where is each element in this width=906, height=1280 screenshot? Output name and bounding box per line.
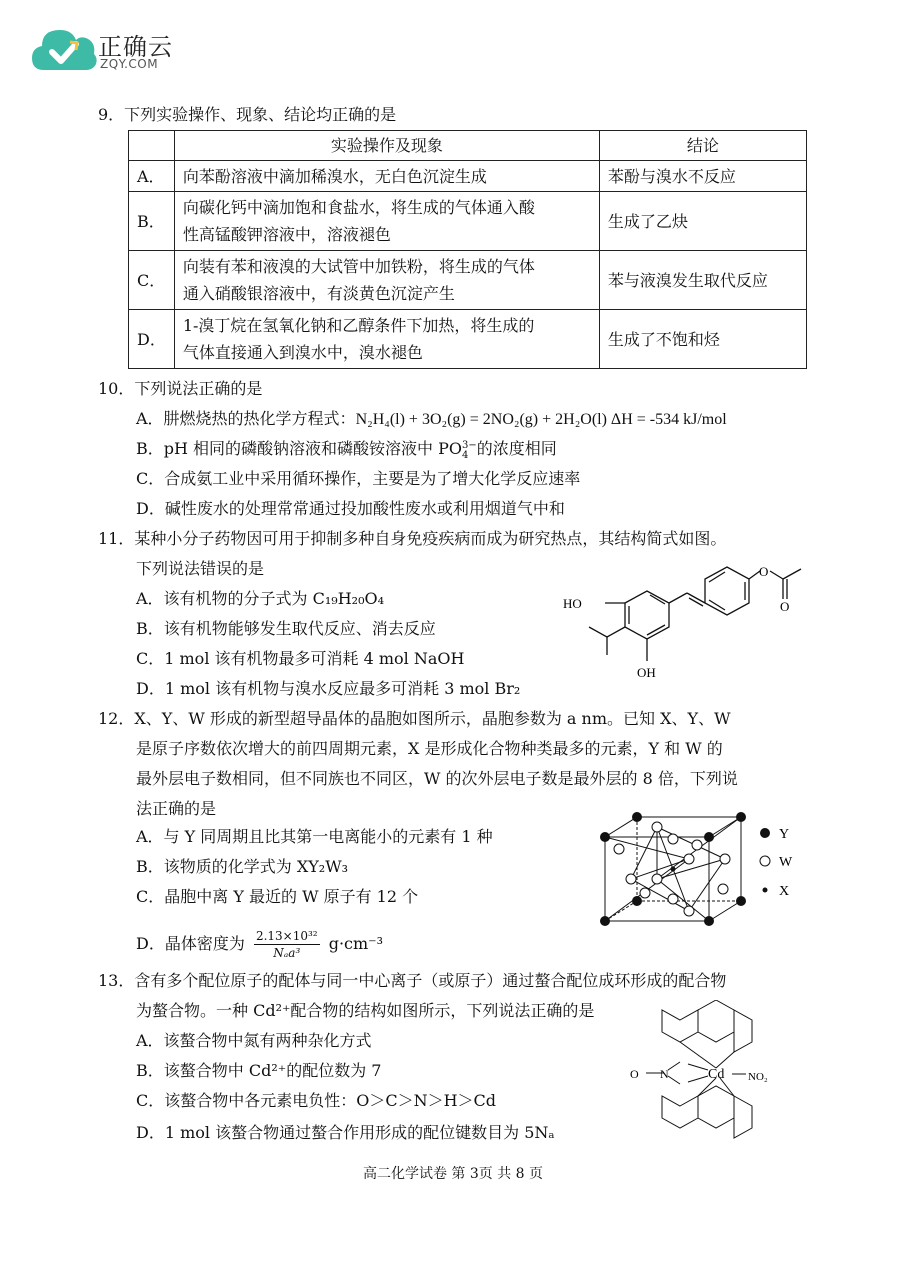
q12-stem-4: 法正确的是 (136, 799, 217, 818)
no2-label: NO₂ (748, 1071, 768, 1083)
q10-option-c: C．合成氨工业中采用循环操作，主要是为了增大化学反应速率 (136, 469, 581, 488)
q9-stem: 9．下列实验操作、现象、结论均正确的是 (98, 105, 397, 124)
table-header-operation: 实验操作及现象 (174, 131, 599, 161)
q11-option-a: A．该有机物的分子式为 C₁₉H₂₀O₄ (136, 589, 385, 608)
n-label: N (660, 1067, 669, 1081)
mol-oh-label: OH (637, 665, 656, 680)
legend-x-icon (763, 888, 768, 893)
o-label: O (630, 1067, 639, 1081)
mol-o-label: O (780, 599, 790, 614)
q11-stem-2: 下列说法错误的是 (136, 559, 265, 578)
q10-option-a: A．肼燃烧热的热化学方程式：N₂H₄(l) + 3O₂(g) = 2NO₂(g) + 2H₂O(l) ΔH = -534 kJ/mol (136, 409, 727, 428)
table-row: B． 向碳化钙中滴加饱和食盐水，将生成的气体通入酸 性高锰酸钾溶液中，溶液褪色 生成了乙炔 (129, 192, 807, 251)
table-row: C． 向装有苯和液溴的大试管中加铁粉，将生成的气体 通入硝酸银溶液中，有淡黄色沉淀产生 苯与液溴发生取代反应 (129, 251, 807, 310)
q13-stem: 13．含有多个配位原子的配体与同一中心离子（或原子）通过螯合配位成环形成的配合物 (98, 971, 727, 990)
cd-label: Cd (708, 1067, 725, 1082)
page-footer: 高二化学试卷 第 3页 共 8 页 (362, 1166, 544, 1182)
q9-table (128, 130, 807, 369)
logo-url: ZQY.COM (100, 57, 159, 71)
legend-w-label: W (779, 855, 793, 870)
table-row: A． 向苯酚溶液中滴加稀溴水，无白色沉淀生成 苯酚与溴水不反应 (129, 161, 807, 192)
q12-stem-2: 是原子序数依次增大的前四周期元素，X 是形成化合物种类最多的元素，Y 和 W 的 (136, 739, 723, 758)
q10-option-b: B．pH 相同的磷酸钠溶液和磷酸铵溶液中 PO 3− 4 的浓度相同 (136, 439, 557, 461)
q13-option-b: B．该螯合物中 Cd²⁺的配位数为 7 (136, 1061, 382, 1080)
table-header-conclusion: 结论 (599, 131, 806, 161)
legend-w-icon (760, 856, 770, 866)
cadmium-complex-figure (622, 1000, 782, 1148)
q12-stem-3: 最外层电子数相同，但不同族也不同区，W 的次外层电子数是最外层的 8 倍，下列说 (136, 769, 738, 788)
legend-y-label: Y (779, 827, 790, 842)
logo-text: 正确云 (98, 33, 173, 61)
legend-y-icon (760, 828, 770, 838)
q12-option-b: B．该物质的化学式为 XY₂W₃ (136, 857, 349, 876)
table-row: D． 1-溴丁烷在氢氧化钠和乙醇条件下加热，将生成的 气体直接通入到溴水中，溴水褪色 生成了不饱和烃 (129, 310, 807, 369)
mol-ho-label: HO (563, 596, 582, 611)
q12-option-c: C．晶胞中离 Y 最近的 W 原子有 12 个 (136, 887, 419, 906)
q12-option-a: A．与 Y 同周期且比其第一电离能小的元素有 1 种 (136, 827, 493, 846)
legend-x-label: X (779, 884, 790, 899)
cloud-check-icon (30, 22, 100, 78)
q11-stem: 11．某种小分子药物因可用于抑制多种自身免疫疾病而成为研究热点，其结构简式如图。 (98, 529, 727, 548)
molecule-structure-figure (555, 555, 815, 685)
mol-o-label: O (759, 564, 769, 579)
q13-option-a: A．该螯合物中氮有两种杂化方式 (136, 1031, 372, 1050)
q10-option-d: D．碱性废水的处理常常通过投加酸性废水或利用烟道气中和 (136, 499, 565, 518)
q13-option-d: D．1 mol 该螯合物通过螯合作用形成的配位键数目为 5Nₐ (136, 1123, 555, 1142)
q10-stem: 10．下列说法正确的是 (98, 379, 263, 398)
crystal-cell-figure (595, 805, 805, 930)
q12-option-d: D．晶体密度为 2.13×10³² Nₐa³ g·cm⁻³ (136, 929, 384, 960)
q13-option-c: C．该螯合物中各元素电负性：O＞C＞N＞H＞Cd (136, 1091, 497, 1110)
q11-option-b: B．该有机物能够发生取代反应、消去反应 (136, 619, 436, 638)
q12-stem: 12．X、Y、W 形成的新型超导晶体的晶胞如图所示，晶胞参数为 a nm。已知 X、Y、W (98, 709, 731, 728)
q11-option-c: C．1 mol 该有机物最多可消耗 4 mol NaOH (136, 649, 465, 668)
q11-option-d: D．1 mol 该有机物与溴水反应最多可消耗 3 mol Br₂ (136, 679, 521, 698)
q13-stem-2: 为螯合物。一种 Cd²⁺配合物的结构如图所示，下列说法正确的是 (136, 1001, 595, 1020)
